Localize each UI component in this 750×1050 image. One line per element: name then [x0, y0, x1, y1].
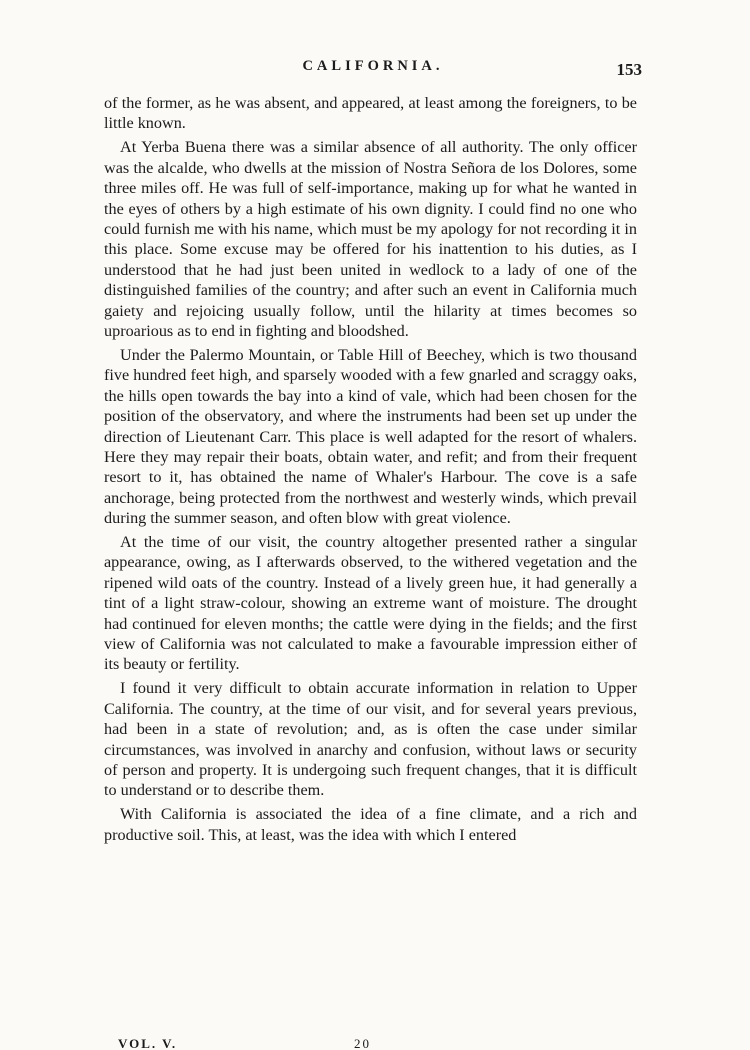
paragraph-palermo-mountain: Under the Palermo Mountain, or Table Hill of Beechey, which is two thousand five hundred feet high, and sparsely wooded with a few gnarled and scraggy oaks, the hills open towards the bay into a kind of vale, which had been chosen for the position of the observatory, and where the instruments had been set up under the direction of Lieutenant Carr. This place is well adapted for the resort of whalers. Here they may repair their boats, obtain water, and refit; and from their frequent resort to it, has obtained the name of Whaler's Harbour. The cove is a safe anchorage, being protected from the northwest and westerly winds, which prevail during the summer season, and often blow with great violence. [104, 345, 637, 528]
page-number: 153 [616, 60, 642, 79]
paragraph-yerba-buena: At Yerba Buena there was a similar absence of all authority. The only officer was the alcalde, who dwells at the mission of Nostra Señora de los Dolores, some three miles off. He was full of self-importance, making up for what he wanted in the eyes of others by a high estimate of his own dignity. I could find no one who could furnish me with his name, which must be my apology for not recording it in this place. Some excuse may be offered for his inattention to his duties, as I understood that he had just been united in wedlock to a lady of one of the distinguished families of the country; and after such an event in California much gaiety and rejoicing usually follow, until the hilarity at times becomes so uproarious as to end in fighting and bloodshed. [104, 138, 637, 340]
paragraph-upper-california: I found it very difficult to obtain accurate information in relation to Upper California. The country, at the time of our visit, and for several years previous, had been in a state of revolution; and, as is often the case under similar circumstances, was involved in anarchy and confusion, without laws or security of person and property. It is undergoing such frequent changes, that it is difficult to understand or to describe them. [104, 679, 637, 800]
paragraph-continued: of the former, as he was absent, and appeared, at least among the foreigners, to be little known. [104, 94, 637, 133]
paragraph-time-of-visit: At the time of our visit, the country altogether presented rather a singular appearance, owing, as I afterwards observed, to the withered vegetation and the ripened wild oats of the country. Instead of a lively green hue, it had generally a tint of a light straw-colour, showing an extreme want of moisture. The drought had continued for eleven months; the cattle were dying in the fields; and the first view of California was not calculated to make a favourable impression either of its beauty or fertility. [104, 533, 637, 674]
paragraph-climate: With California is associated the idea of a fine climate, and a rich and productive soil. This, at least, was the idea with which I entered [104, 805, 637, 844]
volume-signature: VOL. V. [118, 1036, 178, 1050]
page-header [104, 52, 642, 82]
running-head: CALIFORNIA. [302, 58, 444, 74]
page-footer [118, 1036, 378, 1050]
body-text [104, 93, 637, 849]
signature-number: 20 [354, 1036, 371, 1050]
